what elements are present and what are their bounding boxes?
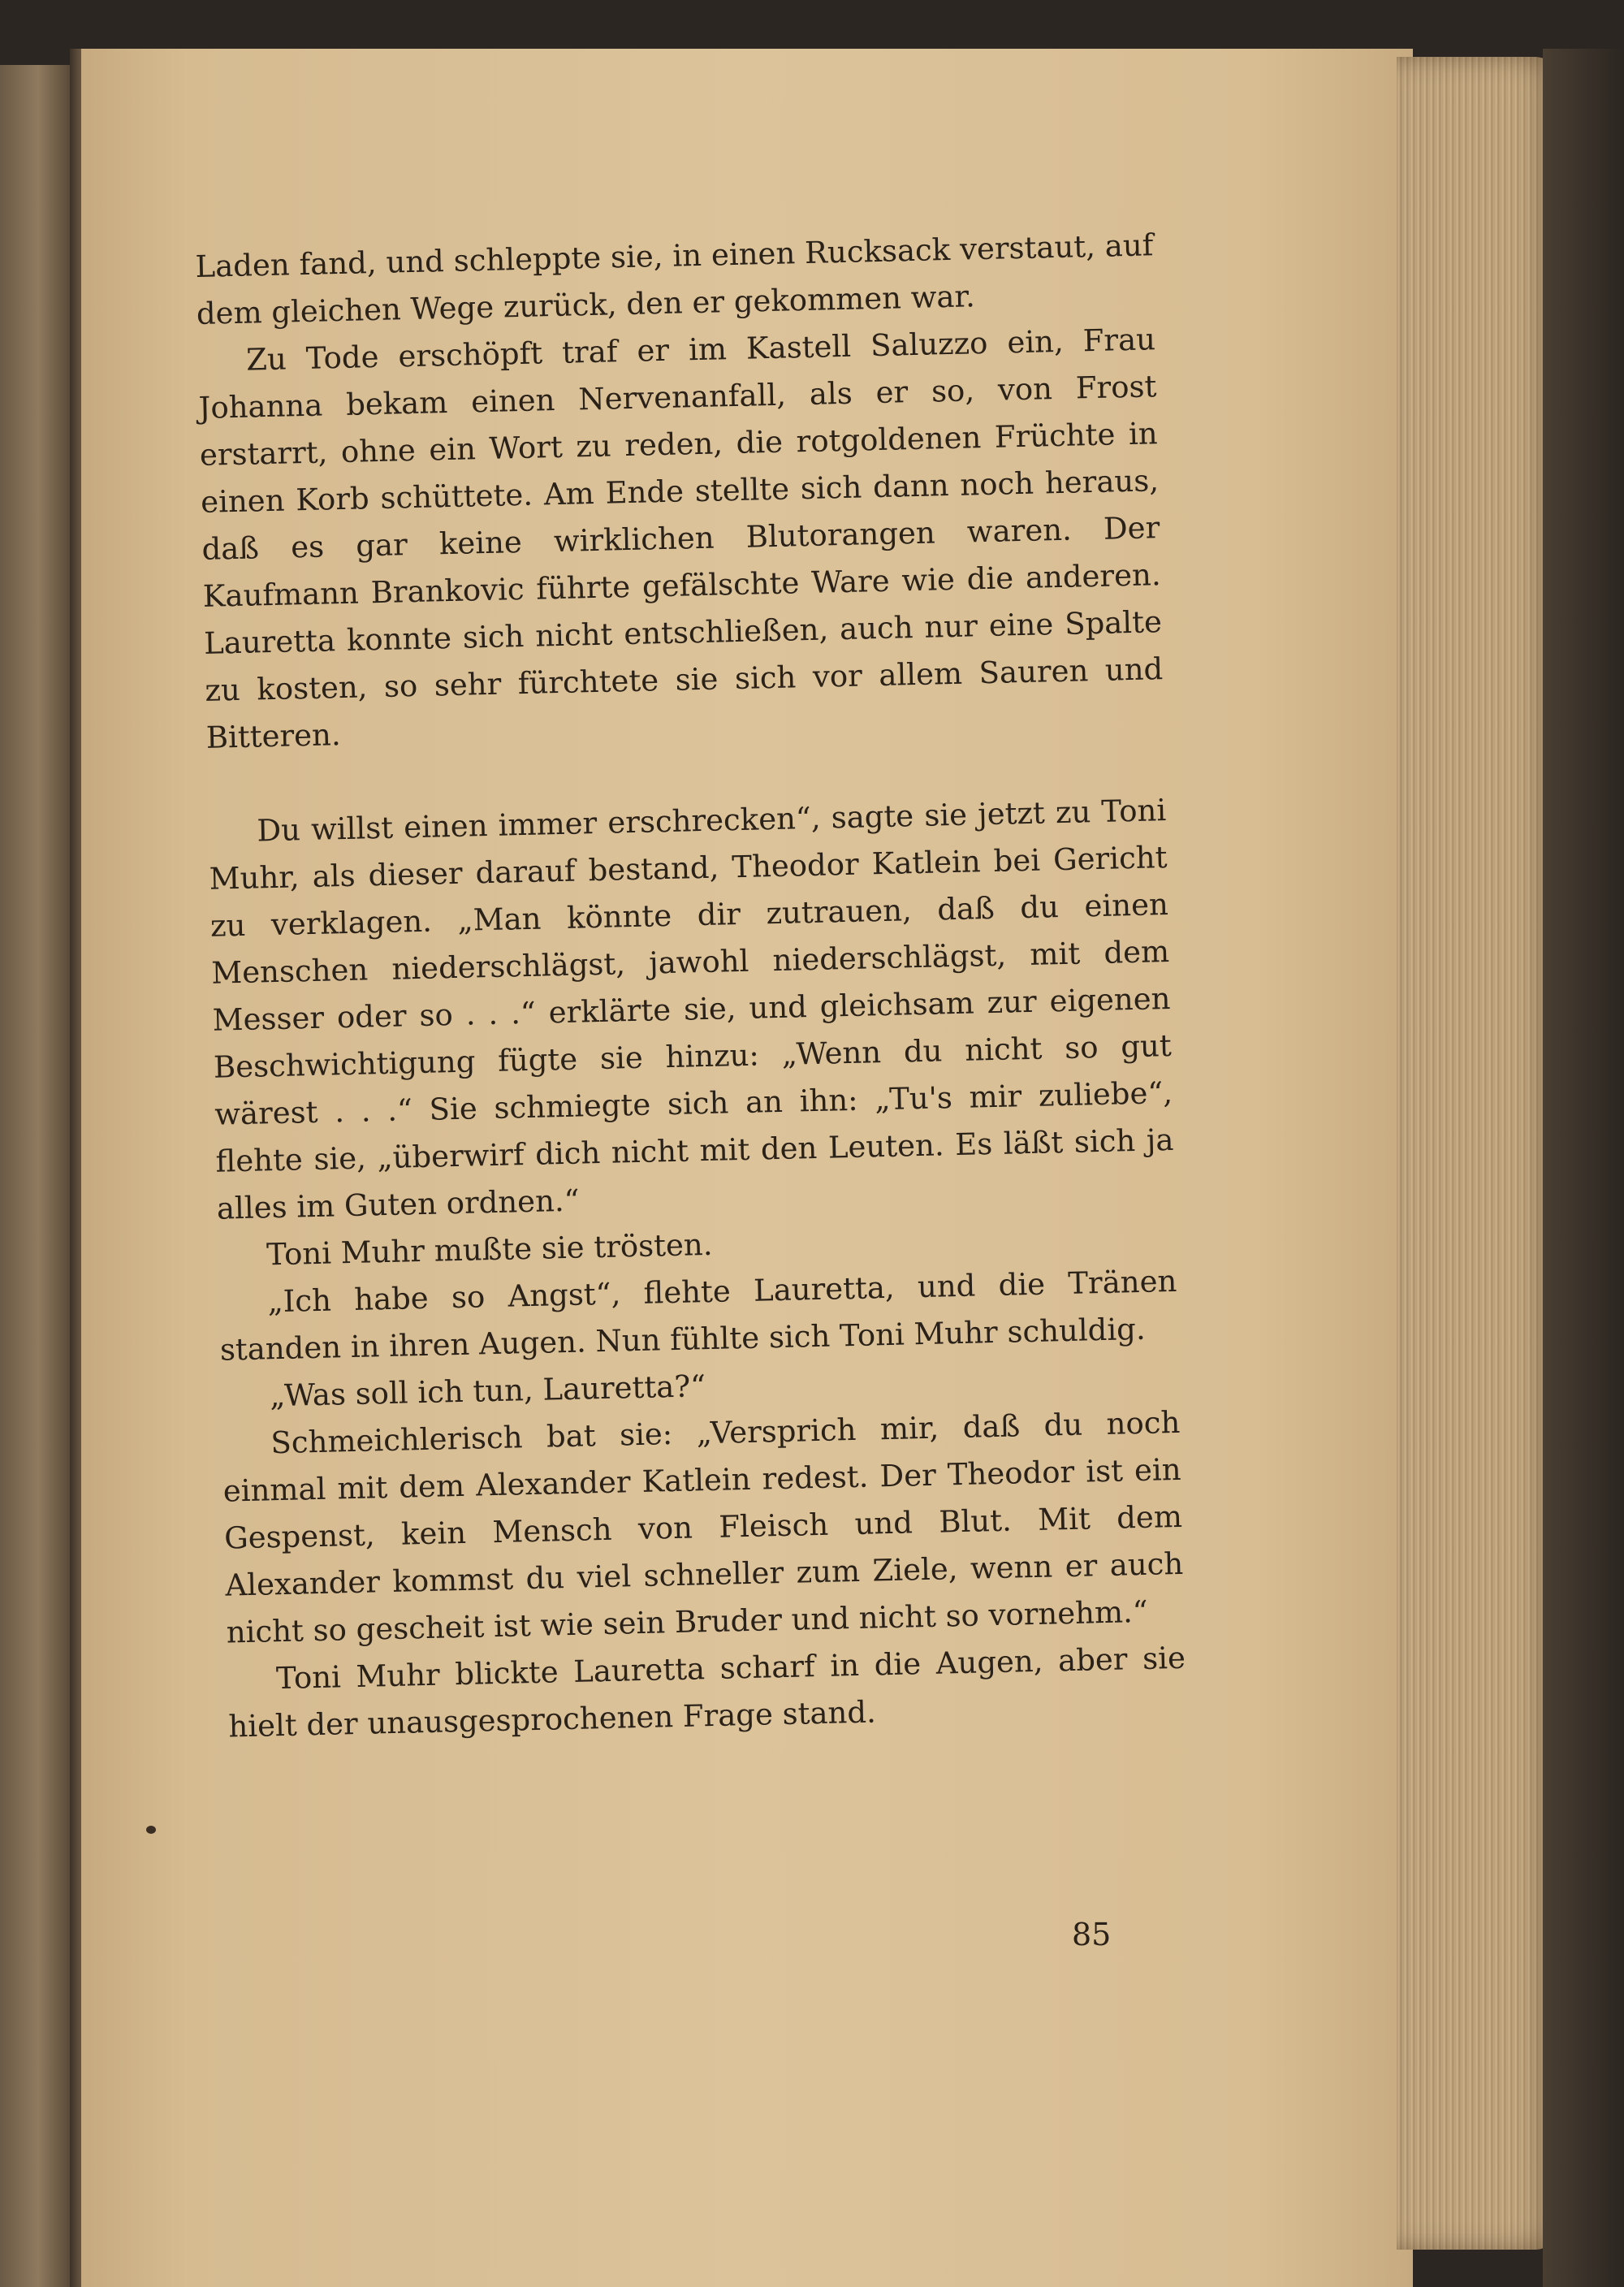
paragraph: „Was soll ich tun, Lauretta?“	[269, 1368, 706, 1414]
page-stack-edges	[1397, 57, 1559, 2250]
paragraph: Zu Tode erschöpft traf er im Kastell Saluzzo ein, Frau Johanna bekam einen Nervenanfall, als er so, von Frost erstarrt, ohne ein Wort zu reden, die rotgoldenen Früchte in einen Korb schüttete. Am Ende stellte sich dann noch heraus, daß es gar keine wirklichen Blutorangen waren. Der Kaufmann Brankovic führte gefälschte Ware wie die anderen. Lauretta konnte sich nicht entschließen, auch nur eine Spalte zu kosten, so sehr fürchtete sie sich vor allem Sauren und Bitteren.	[198, 322, 1164, 755]
paragraph: Schmeichlerisch bat sie: „Versprich mir, daß du noch einmal mit dem Alexander Katlein redest. Der Theodor ist ein Gespenst, kein Mensch von Fleisch und Blut. Mit dem Alexander kommst du viel schneller zum Ziele, wenn er auch nicht so gescheit ist wie sein Bruder und nicht so vornehm.“	[222, 1404, 1184, 1650]
paragraph: „Ich habe so Angst“, flehte Lauretta, und die Tränen standen in ihren Augen. Nun fühlte sich Toni Muhr schuldig.	[219, 1263, 1177, 1368]
paragraph: Du willst einen immer erschrecken“, sagte sie jetzt zu Toni Muhr, als dieser darauf bestand, Theodor Katlein bei Gericht zu verklagen. „Man könnte dir zutrauen, daß du einen Menschen niederschlägst, jawohl niederschlägst, mit dem Messer oder so . . .“ erklärte sie, und gleichsam zur eigenen Beschwichtigung fügte sie hinzu: „Wenn du nicht so gut wärest . . .“ Sie schmiegte sich an ihn: „Tu's mir zuliebe“, flehte sie, „überwirf dich nicht mit den Leuten. Es läßt sich ja alles im Guten ordnen.“	[209, 793, 1174, 1226]
background-shadow	[1543, 49, 1624, 2287]
previous-page-edge	[0, 65, 70, 2287]
ink-spot	[146, 1826, 156, 1834]
paragraph: Laden fand, und schleppte sie, in einen Rucksack verstaut, auf dem gleichen Wege zurück, den er gekommen war.	[195, 227, 1154, 331]
page-number: 85	[1072, 1917, 1112, 1952]
paragraph: Toni Muhr blickte Lauretta scharf in die Augen, aber sie hielt der unausgesprochenen Frage stand.	[227, 1640, 1186, 1744]
page-text	[195, 222, 1187, 1750]
paragraph: Toni Muhr mußte sie trösten.	[266, 1226, 713, 1273]
